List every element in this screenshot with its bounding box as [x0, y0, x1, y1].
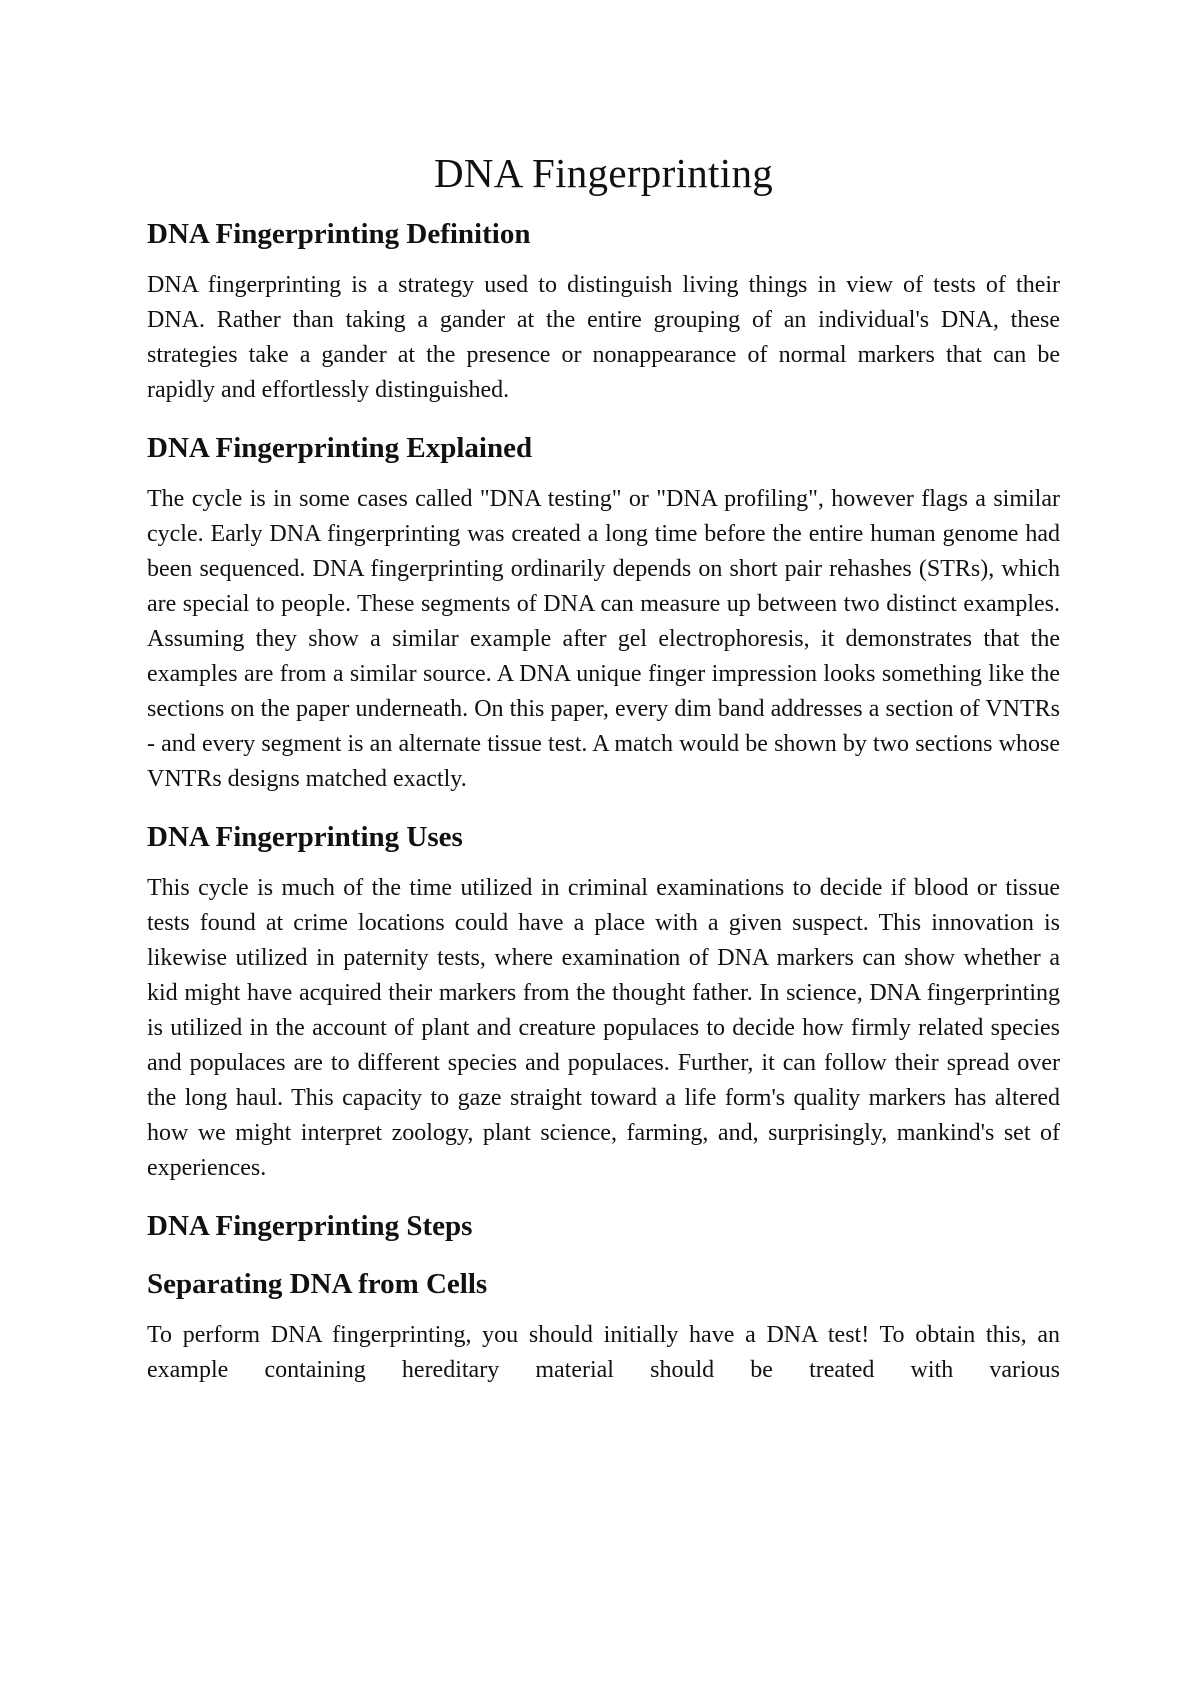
section-body-uses: This cycle is much of the time utilized in criminal examinations to decide if blood or tissue tests found at crime locations could have a place with a given suspect. This innovation is likewise utilized in paternity tests, where examination of DNA markers can show whether a kid might have acquired their markers from the thought father. In science, DNA fingerprinting is utilized in the account of plant and creature populaces to decide how firmly related species and populaces are to different species and populaces. Further, it can follow their spread over the long haul. This capacity to gaze straight toward a life form's quality markers has altered how we might interpret zoology, plant science, farming, and, surprisingly, mankind's set of experiences. [147, 875, 1060, 1181]
section-heading-uses: DNA Fingerprinting Uses [147, 821, 463, 853]
section-body-definition: DNA fingerprinting is a strategy used to distinguish living things in view of tests of their DNA. Rather than taking a gander at the entire grouping of an individual's DNA, these strategies take a gander at the presence or nonappearance of normal markers that can be rapidly and effortlessly distinguished. [147, 272, 1060, 403]
document-title: DNA Fingerprinting [433, 150, 774, 196]
section-heading-separating-dna: Separating DNA from Cells [147, 1268, 488, 1300]
section-body-explained: The cycle is in some cases called "DNA testing" or "DNA profiling", however flags a similar cycle. Early DNA fingerprinting was created a long time before the entire human genome had been sequenced. DNA fingerprinting ordinarily depends on short pair rehashes (STRs), which are special to people. These segments of DNA can measure up between two distinct examples. Assuming they show a similar example after gel electrophoresis, it demonstrates that the examples are from a similar source. A DNA unique finger impression looks something like the sections on the paper underneath. On this paper, every dim band addresses a section of VNTRs - and every segment is an alternate tissue test. A match would be shown by two sections whose VNTRs designs matched exactly. [147, 486, 1060, 792]
section-heading-definition: DNA Fingerprinting Definition [147, 218, 531, 250]
section-body-separating-dna: To perform DNA fingerprinting, you should initially have a DNA test! To obtain this, an example containing hereditary material should be treated with various [147, 1322, 1060, 1383]
section-heading-explained: DNA Fingerprinting Explained [147, 432, 533, 464]
section-heading-steps: DNA Fingerprinting Steps [147, 1210, 473, 1242]
